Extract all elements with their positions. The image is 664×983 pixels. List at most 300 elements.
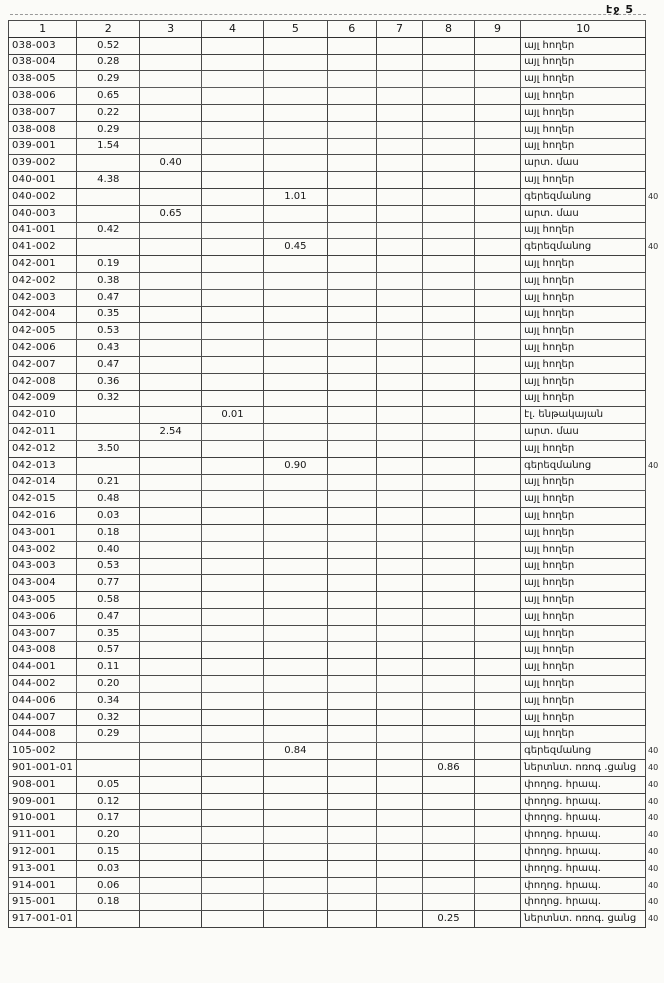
value-cell-col4	[201, 608, 263, 625]
value-cell-col7	[376, 575, 422, 592]
parcel-code-cell: 042-010	[9, 407, 77, 424]
value-cell-col9	[474, 474, 520, 491]
value-cell-col5: 0.45	[264, 239, 327, 256]
value-cell-col9	[474, 726, 520, 743]
parcel-code-cell: 912-001	[9, 844, 77, 861]
land-type-cell: այլ հողեր	[521, 54, 646, 71]
value-cell-col4	[201, 440, 263, 457]
value-cell-col2: 0.65	[77, 88, 140, 105]
land-type-cell: այլ հողեր	[521, 692, 646, 709]
value-cell-col8	[423, 642, 475, 659]
value-cell-col9	[474, 440, 520, 457]
land-type-cell: այլ հողեր	[521, 323, 646, 340]
value-cell-col4	[201, 541, 263, 558]
table-row	[9, 306, 664, 323]
margin-note: 40	[648, 863, 659, 873]
column-header-2: 2	[77, 21, 140, 38]
value-cell-col8	[423, 625, 475, 642]
value-cell-col6	[327, 37, 376, 54]
parcel-code-cell: 043-008	[9, 642, 77, 659]
value-cell-col2: 1.54	[77, 138, 140, 155]
value-cell-col3	[140, 222, 201, 239]
value-cell-col6	[327, 508, 376, 525]
value-cell-col9	[474, 793, 520, 810]
value-cell-col2: 0.29	[77, 121, 140, 138]
value-cell-col2	[77, 457, 140, 474]
value-cell-col8	[423, 844, 475, 861]
land-parcel-table	[8, 20, 664, 928]
value-cell-col8	[423, 37, 475, 54]
table-row	[9, 760, 664, 777]
value-cell-col8	[423, 877, 475, 894]
land-type-cell: այլ հողեր	[521, 659, 646, 676]
value-cell-col3	[140, 608, 201, 625]
value-cell-col3	[140, 340, 201, 357]
value-cell-col2: 0.32	[77, 390, 140, 407]
table-row	[9, 457, 664, 474]
value-cell-col6	[327, 222, 376, 239]
value-cell-col4	[201, 188, 263, 205]
table-row	[9, 323, 664, 340]
value-cell-col8	[423, 558, 475, 575]
value-cell-col4	[201, 827, 263, 844]
value-cell-col8	[423, 508, 475, 525]
value-cell-col5: 1.01	[264, 188, 327, 205]
value-cell-col2: 0.38	[77, 272, 140, 289]
value-cell-col8	[423, 272, 475, 289]
parcel-code-cell: 043-006	[9, 608, 77, 625]
land-type-cell: այլ հողեր	[521, 592, 646, 609]
value-cell-col4	[201, 37, 263, 54]
value-cell-col4	[201, 256, 263, 273]
parcel-code-cell: 042-009	[9, 390, 77, 407]
value-cell-col3	[140, 121, 201, 138]
land-type-cell: այլ հողեր	[521, 272, 646, 289]
value-cell-col5	[264, 608, 327, 625]
land-type-cell: փողոց. հրապ.	[521, 877, 646, 894]
value-cell-col6	[327, 575, 376, 592]
table-header-row	[9, 21, 664, 38]
value-cell-col7	[376, 323, 422, 340]
land-type-cell: այլ հողեր	[521, 709, 646, 726]
value-cell-col9	[474, 860, 520, 877]
land-type-cell: այլ հողեր	[521, 222, 646, 239]
value-cell-col5	[264, 692, 327, 709]
value-cell-col2	[77, 424, 140, 441]
value-cell-col2: 0.77	[77, 575, 140, 592]
value-cell-col5	[264, 541, 327, 558]
margin-note: 40	[648, 762, 659, 772]
value-cell-col8	[423, 205, 475, 222]
value-cell-col7	[376, 810, 422, 827]
margin-note	[646, 172, 664, 189]
value-cell-col2: 0.06	[77, 877, 140, 894]
parcel-code-cell: 042-011	[9, 424, 77, 441]
value-cell-col9	[474, 810, 520, 827]
land-type-cell: փողոց. հրապ.	[521, 827, 646, 844]
value-cell-col5	[264, 625, 327, 642]
margin-note: 40	[648, 846, 659, 856]
value-cell-col2: 0.47	[77, 608, 140, 625]
value-cell-col2: 0.36	[77, 373, 140, 390]
value-cell-col4	[201, 625, 263, 642]
table-row	[9, 289, 664, 306]
column-header-3: 3	[140, 21, 201, 38]
value-cell-col8	[423, 138, 475, 155]
parcel-code-cell: 042-003	[9, 289, 77, 306]
parcel-code-cell: 914-001	[9, 877, 77, 894]
value-cell-col4	[201, 844, 263, 861]
margin-note	[646, 104, 664, 121]
value-cell-col8: 0.86	[423, 760, 475, 777]
table-row	[9, 810, 664, 827]
parcel-code-cell: 043-001	[9, 524, 77, 541]
value-cell-col4	[201, 491, 263, 508]
value-cell-col8	[423, 440, 475, 457]
margin-note: 40	[648, 779, 659, 789]
parcel-code-cell: 043-004	[9, 575, 77, 592]
value-cell-col4	[201, 205, 263, 222]
parcel-code-cell: 039-002	[9, 155, 77, 172]
value-cell-col2: 0.18	[77, 894, 140, 911]
margin-note	[646, 709, 664, 726]
margin-note	[646, 558, 664, 575]
value-cell-col9	[474, 172, 520, 189]
column-header-7: 7	[376, 21, 422, 38]
value-cell-col6	[327, 491, 376, 508]
parcel-code-cell: 038-008	[9, 121, 77, 138]
parcel-code-cell: 042-006	[9, 340, 77, 357]
value-cell-col6	[327, 608, 376, 625]
value-cell-col3: 2.54	[140, 424, 201, 441]
value-cell-col9	[474, 827, 520, 844]
land-type-cell: այլ հողեր	[521, 306, 646, 323]
value-cell-col3	[140, 71, 201, 88]
value-cell-col2: 0.35	[77, 306, 140, 323]
land-type-cell: այլ հողեր	[521, 71, 646, 88]
value-cell-col9	[474, 844, 520, 861]
land-type-cell: այլ հողեր	[521, 340, 646, 357]
value-cell-col6	[327, 306, 376, 323]
value-cell-col6	[327, 340, 376, 357]
value-cell-col6	[327, 844, 376, 861]
land-type-cell: փողոց. հրապ.	[521, 860, 646, 877]
value-cell-col5	[264, 810, 327, 827]
table-row	[9, 88, 664, 105]
value-cell-col3	[140, 323, 201, 340]
value-cell-col6	[327, 54, 376, 71]
margin-note: 40	[648, 914, 659, 924]
value-cell-col9	[474, 776, 520, 793]
table-row	[9, 172, 664, 189]
value-cell-col5	[264, 877, 327, 894]
land-type-cell: այլ հողեր	[521, 625, 646, 642]
value-cell-col5	[264, 222, 327, 239]
value-cell-col9	[474, 88, 520, 105]
parcel-code-cell: 040-003	[9, 205, 77, 222]
value-cell-col9	[474, 340, 520, 357]
value-cell-col8	[423, 256, 475, 273]
value-cell-col4	[201, 272, 263, 289]
table-row	[9, 608, 664, 625]
value-cell-col6	[327, 71, 376, 88]
value-cell-col5	[264, 407, 327, 424]
value-cell-col4	[201, 692, 263, 709]
parcel-code-cell: 913-001	[9, 860, 77, 877]
value-cell-col3	[140, 508, 201, 525]
value-cell-col6	[327, 474, 376, 491]
value-cell-col5	[264, 659, 327, 676]
value-cell-col2: 0.34	[77, 692, 140, 709]
value-cell-col5	[264, 121, 327, 138]
value-cell-col8	[423, 88, 475, 105]
value-cell-col9	[474, 205, 520, 222]
value-cell-col9	[474, 121, 520, 138]
value-cell-col7	[376, 676, 422, 693]
value-cell-col7	[376, 256, 422, 273]
margin-note	[646, 205, 664, 222]
value-cell-col2	[77, 155, 140, 172]
parcel-code-cell: 042-008	[9, 373, 77, 390]
margin-note: 40	[648, 880, 659, 890]
value-cell-col8	[423, 155, 475, 172]
table-row	[9, 676, 664, 693]
value-cell-col6	[327, 726, 376, 743]
table-row	[9, 659, 664, 676]
parcel-code-cell: 043-003	[9, 558, 77, 575]
parcel-code-cell: 042-016	[9, 508, 77, 525]
value-cell-col4	[201, 390, 263, 407]
value-cell-col4	[201, 88, 263, 105]
margin-header-spacer	[646, 21, 664, 38]
margin-note	[646, 121, 664, 138]
table-row	[9, 642, 664, 659]
value-cell-col5	[264, 558, 327, 575]
margin-note: 40	[648, 830, 659, 840]
value-cell-col9	[474, 642, 520, 659]
value-cell-col7	[376, 205, 422, 222]
value-cell-col8	[423, 592, 475, 609]
land-type-cell: արտ. մաս	[521, 205, 646, 222]
table-row	[9, 726, 664, 743]
value-cell-col2: 0.18	[77, 524, 140, 541]
parcel-code-cell: 042-005	[9, 323, 77, 340]
table-row	[9, 155, 664, 172]
margin-note: 40	[648, 460, 659, 470]
value-cell-col4	[201, 894, 263, 911]
table-row	[9, 877, 664, 894]
value-cell-col6	[327, 541, 376, 558]
value-cell-col8	[423, 306, 475, 323]
page-number: էջ 5	[606, 3, 634, 16]
value-cell-col2: 0.57	[77, 642, 140, 659]
value-cell-col5	[264, 592, 327, 609]
value-cell-col7	[376, 491, 422, 508]
value-cell-col4: 0.01	[201, 407, 263, 424]
value-cell-col5	[264, 373, 327, 390]
value-cell-col8	[423, 373, 475, 390]
land-type-cell: այլ հողեր	[521, 440, 646, 457]
value-cell-col3	[140, 356, 201, 373]
value-cell-col5	[264, 860, 327, 877]
table-row	[9, 340, 664, 357]
margin-note: 40	[648, 191, 659, 201]
table-row	[9, 54, 664, 71]
value-cell-col3	[140, 659, 201, 676]
value-cell-col3	[140, 138, 201, 155]
value-cell-col2: 0.53	[77, 558, 140, 575]
value-cell-col8: 0.25	[423, 911, 475, 928]
value-cell-col5	[264, 440, 327, 457]
value-cell-col6	[327, 524, 376, 541]
land-type-cell: այլ հողեր	[521, 88, 646, 105]
margin-note	[646, 524, 664, 541]
value-cell-col6	[327, 457, 376, 474]
value-cell-col7	[376, 659, 422, 676]
value-cell-col6	[327, 760, 376, 777]
value-cell-col3	[140, 810, 201, 827]
value-cell-col8	[423, 407, 475, 424]
value-cell-col9	[474, 491, 520, 508]
table-row	[9, 524, 664, 541]
value-cell-col6	[327, 860, 376, 877]
value-cell-col4	[201, 424, 263, 441]
land-type-cell: այլ հողեր	[521, 575, 646, 592]
value-cell-col8	[423, 424, 475, 441]
value-cell-col9	[474, 306, 520, 323]
parcel-code-cell: 041-002	[9, 239, 77, 256]
value-cell-col4	[201, 558, 263, 575]
value-cell-col3	[140, 491, 201, 508]
value-cell-col6	[327, 424, 376, 441]
value-cell-col2	[77, 407, 140, 424]
value-cell-col3	[140, 625, 201, 642]
value-cell-col6	[327, 642, 376, 659]
value-cell-col6	[327, 592, 376, 609]
value-cell-col8	[423, 474, 475, 491]
value-cell-col3	[140, 827, 201, 844]
value-cell-col2: 0.05	[77, 776, 140, 793]
value-cell-col7	[376, 390, 422, 407]
value-cell-col4	[201, 793, 263, 810]
value-cell-col6	[327, 88, 376, 105]
value-cell-col4	[201, 289, 263, 306]
margin-note	[646, 390, 664, 407]
value-cell-col7	[376, 239, 422, 256]
margin-note	[646, 692, 664, 709]
value-cell-col8	[423, 743, 475, 760]
land-type-cell: այլ հողեր	[521, 558, 646, 575]
parcel-code-cell: 910-001	[9, 810, 77, 827]
table-row	[9, 37, 664, 54]
value-cell-col4	[201, 239, 263, 256]
value-cell-col8	[423, 659, 475, 676]
value-cell-col4	[201, 457, 263, 474]
value-cell-col9	[474, 911, 520, 928]
value-cell-col5	[264, 508, 327, 525]
table-body	[9, 37, 664, 927]
value-cell-col4	[201, 155, 263, 172]
table-row	[9, 104, 664, 121]
table-row	[9, 71, 664, 88]
land-type-cell: փողոց. հրապ.	[521, 793, 646, 810]
land-type-cell: փողոց. հրապ.	[521, 810, 646, 827]
value-cell-col6	[327, 440, 376, 457]
value-cell-col7	[376, 457, 422, 474]
value-cell-col3	[140, 760, 201, 777]
value-cell-col9	[474, 743, 520, 760]
value-cell-col4	[201, 172, 263, 189]
value-cell-col3	[140, 37, 201, 54]
value-cell-col3	[140, 541, 201, 558]
value-cell-col3	[140, 88, 201, 105]
value-cell-col5	[264, 340, 327, 357]
value-cell-col5	[264, 424, 327, 441]
value-cell-col6	[327, 894, 376, 911]
parcel-code-cell: 908-001	[9, 776, 77, 793]
value-cell-col2: 0.43	[77, 340, 140, 357]
value-cell-col2: 0.03	[77, 508, 140, 525]
value-cell-col5	[264, 104, 327, 121]
margin-note	[646, 592, 664, 609]
land-type-cell: այլ հողեր	[521, 138, 646, 155]
value-cell-col5	[264, 37, 327, 54]
value-cell-col3	[140, 592, 201, 609]
value-cell-col3	[140, 793, 201, 810]
parcel-code-cell: 042-012	[9, 440, 77, 457]
value-cell-col8	[423, 457, 475, 474]
table-row	[9, 424, 664, 441]
land-type-cell: այլ հողեր	[521, 726, 646, 743]
value-cell-col6	[327, 121, 376, 138]
land-type-cell: այլ հողեր	[521, 508, 646, 525]
value-cell-col4	[201, 676, 263, 693]
margin-note	[646, 306, 664, 323]
parcel-code-cell: 043-007	[9, 625, 77, 642]
value-cell-col7	[376, 760, 422, 777]
value-cell-col4	[201, 810, 263, 827]
value-cell-col4	[201, 524, 263, 541]
value-cell-col7	[376, 474, 422, 491]
parcel-code-cell: 040-001	[9, 172, 77, 189]
value-cell-col3	[140, 844, 201, 861]
land-type-cell: արտ. մաս	[521, 155, 646, 172]
value-cell-col7	[376, 608, 422, 625]
margin-note	[646, 440, 664, 457]
value-cell-col6	[327, 558, 376, 575]
table-row	[9, 860, 664, 877]
value-cell-col5	[264, 172, 327, 189]
value-cell-col4	[201, 877, 263, 894]
value-cell-col6	[327, 659, 376, 676]
value-cell-col7	[376, 407, 422, 424]
value-cell-col6	[327, 289, 376, 306]
value-cell-col9	[474, 239, 520, 256]
value-cell-col8	[423, 340, 475, 357]
value-cell-col5: 0.90	[264, 457, 327, 474]
value-cell-col4	[201, 121, 263, 138]
parcel-code-cell: 911-001	[9, 827, 77, 844]
table-row	[9, 188, 664, 205]
value-cell-col3	[140, 911, 201, 928]
land-type-cell: այլ հողեր	[521, 676, 646, 693]
value-cell-col5	[264, 844, 327, 861]
value-cell-col6	[327, 692, 376, 709]
value-cell-col5	[264, 205, 327, 222]
value-cell-col2: 0.21	[77, 474, 140, 491]
value-cell-col2: 0.47	[77, 289, 140, 306]
value-cell-col5	[264, 54, 327, 71]
